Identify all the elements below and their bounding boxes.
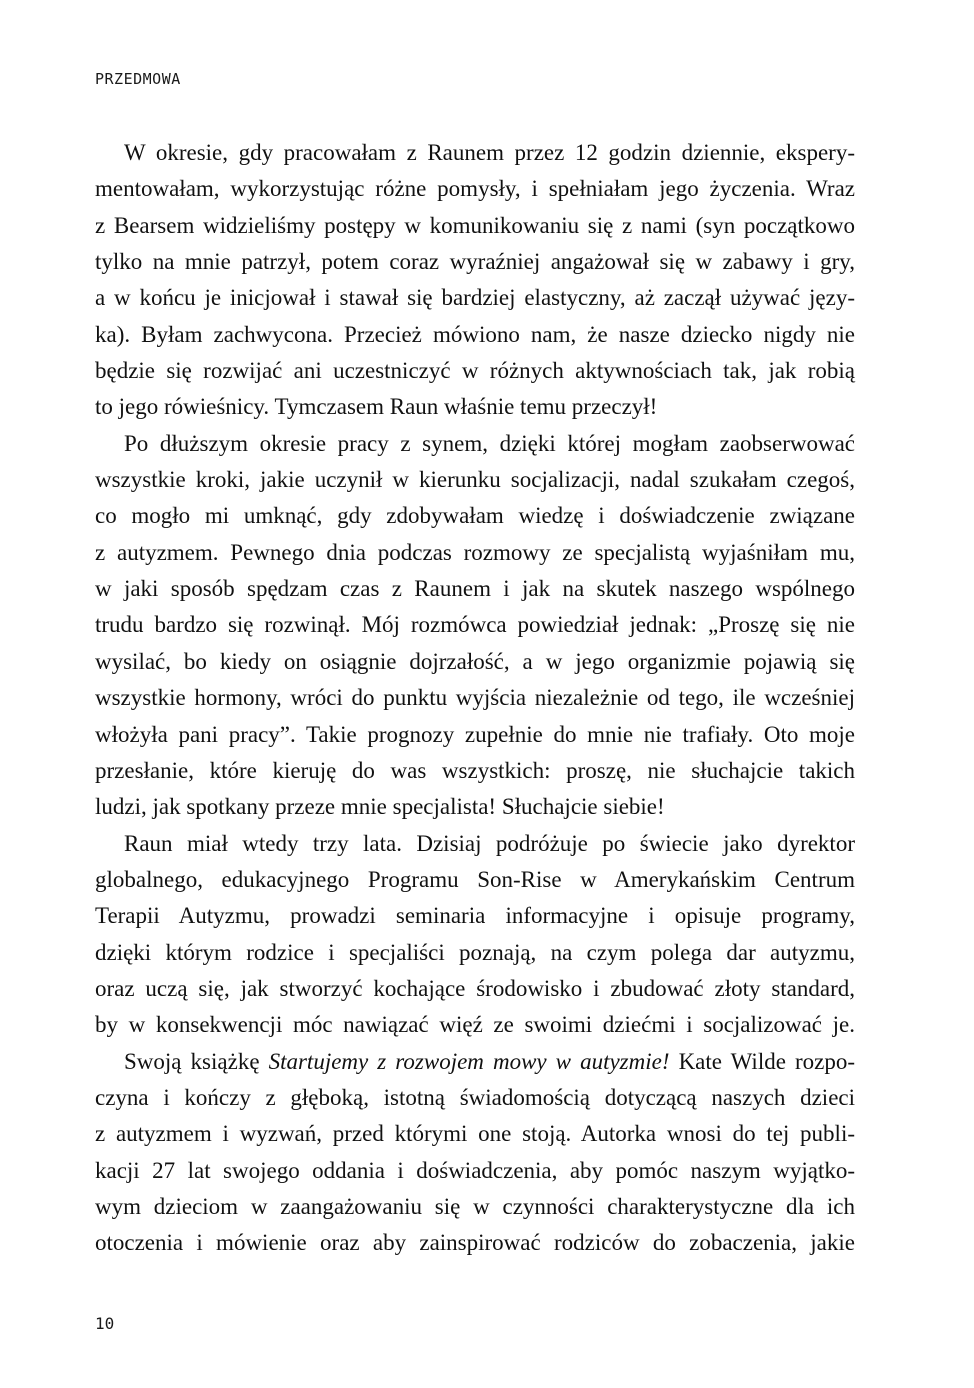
text-line: a w końcu je inicjował i stawał się bardziej elastyczny, aż zaczął używać języ-	[95, 285, 855, 311]
text-line: wszystkie hormony, wróci do punktu wyjścia niezależnie od tego, ile wcześniej	[95, 685, 855, 711]
text-line: wszystkie kroki, jakie uczynił w kierunku socjalizacji, nadal szukałam czegoś,	[95, 467, 855, 493]
text-line: ka). Byłam zachwycona. Przecież mówiono nam, że nasze dziecko nigdy nie	[95, 321, 855, 347]
text-line: z autyzmem. Pewnego dnia podczas rozmowy ze specjalistą wyjaśniłam mu,	[95, 539, 855, 565]
text-line: W okresie, gdy pracowałam z Raunem przez 12 godzin dziennie, ekspery-	[124, 140, 855, 165]
text-line: tylko na mnie patrzył, potem coraz wyraźniej angażował się w zabawy i gry,	[95, 249, 855, 275]
text-line: czyna i kończy z głęboką, istotną świadomością dotyczącą naszych dzieci	[95, 1084, 855, 1110]
text-run: Swoją książkę	[124, 1048, 269, 1074]
text-line: mentowałam, wykorzystując różne pomysły, i spełniałam jego życzenia. Wraz	[95, 176, 855, 202]
text-line: otoczenia i mówienie oraz aby zainspirować rodziców do zobaczenia, jakie	[95, 1230, 855, 1256]
text-line: dzięki którym rodzice i specjaliści poznają, na czym polega dar autyzmu,	[95, 939, 855, 965]
text-line: z Bearsem widzieliśmy postępy w komunikowaniu się z nami (syn początkowo	[95, 212, 855, 238]
text-run: Kate Wilde rozpo-	[669, 1048, 855, 1074]
text-line: Po dłuższym okresie pracy z synem, dzięki której mogłam zaobserwować	[124, 430, 855, 456]
text-line: globalnego, edukacyjnego Programu Son-Rise w Amerykańskim Centrum	[95, 866, 855, 892]
text-line: oraz uczą się, jak stworzyć kochające środowisko i zbudować złoty standard,	[95, 975, 855, 1001]
book-title: Startujemy z rozwojem mowy w autyzmie!	[268, 1048, 670, 1074]
paragraph	[95, 826, 855, 1044]
running-head: PRZEDMOWA	[95, 70, 181, 88]
text-line: kacji 27 lat swojego oddania i doświadczenia, aby pomóc naszym wyjątko-	[95, 1157, 855, 1183]
paragraph	[95, 426, 855, 826]
text-line: włożyła pani pracy”. Takie prognozy zupełnie do mnie nie trafiały. Oto moje	[95, 721, 855, 747]
text-line: Raun miał wtedy trzy lata. Dzisiaj podróżuje po świecie jako dyrektor	[124, 830, 855, 856]
text-line: by w konsekwencji móc nawiązać więź ze swoimi dziećmi i socjalizować je.	[95, 1012, 855, 1038]
text-line: Terapii Autyzmu, prowadzi seminaria informacyjne i opisuje programy,	[95, 903, 855, 929]
text-line: przesłanie, które kieruję do was wszystkich: proszę, nie słuchajcie takich	[95, 757, 855, 783]
text-line: trudu bardzo się rozwinął. Mój rozmówca powiedział jednak: „Proszę się nie	[95, 612, 855, 638]
text-line: ludzi, jak spotkany przeze mnie specjalista! Słuchajcie siebie!	[95, 794, 665, 820]
paragraph	[95, 1044, 855, 1262]
text-line: będzie się rozwijać ani uczestniczyć w różnych aktywnościach tak, jak robią	[95, 358, 855, 384]
text-line: co mogło mi umknąć, gdy zdobywałam wiedzę i doświadczenie związane	[95, 503, 855, 529]
paragraph	[95, 135, 855, 426]
text-line: to jego rówieśnicy. Tymczasem Raun właśnie temu przeczył!	[95, 394, 658, 420]
text-line: z autyzmem i wyzwań, przed którymi one stoją. Autorka wnosi do tej publi-	[95, 1121, 855, 1147]
text-line: wysilać, bo kiedy on osiągnie dojrzałość, a w jego organizmie pojawią się	[95, 648, 855, 674]
body-text	[95, 135, 855, 1262]
page-number: 10	[95, 1314, 115, 1333]
text-line	[95, 1044, 855, 1080]
text-line: wym dzieciom w zaangażowaniu się w czynności charakterystyczne dla ich	[95, 1193, 855, 1219]
text-line: w jaki sposób spędzam czas z Raunem i jak na skutek naszego wspólnego	[95, 576, 855, 602]
